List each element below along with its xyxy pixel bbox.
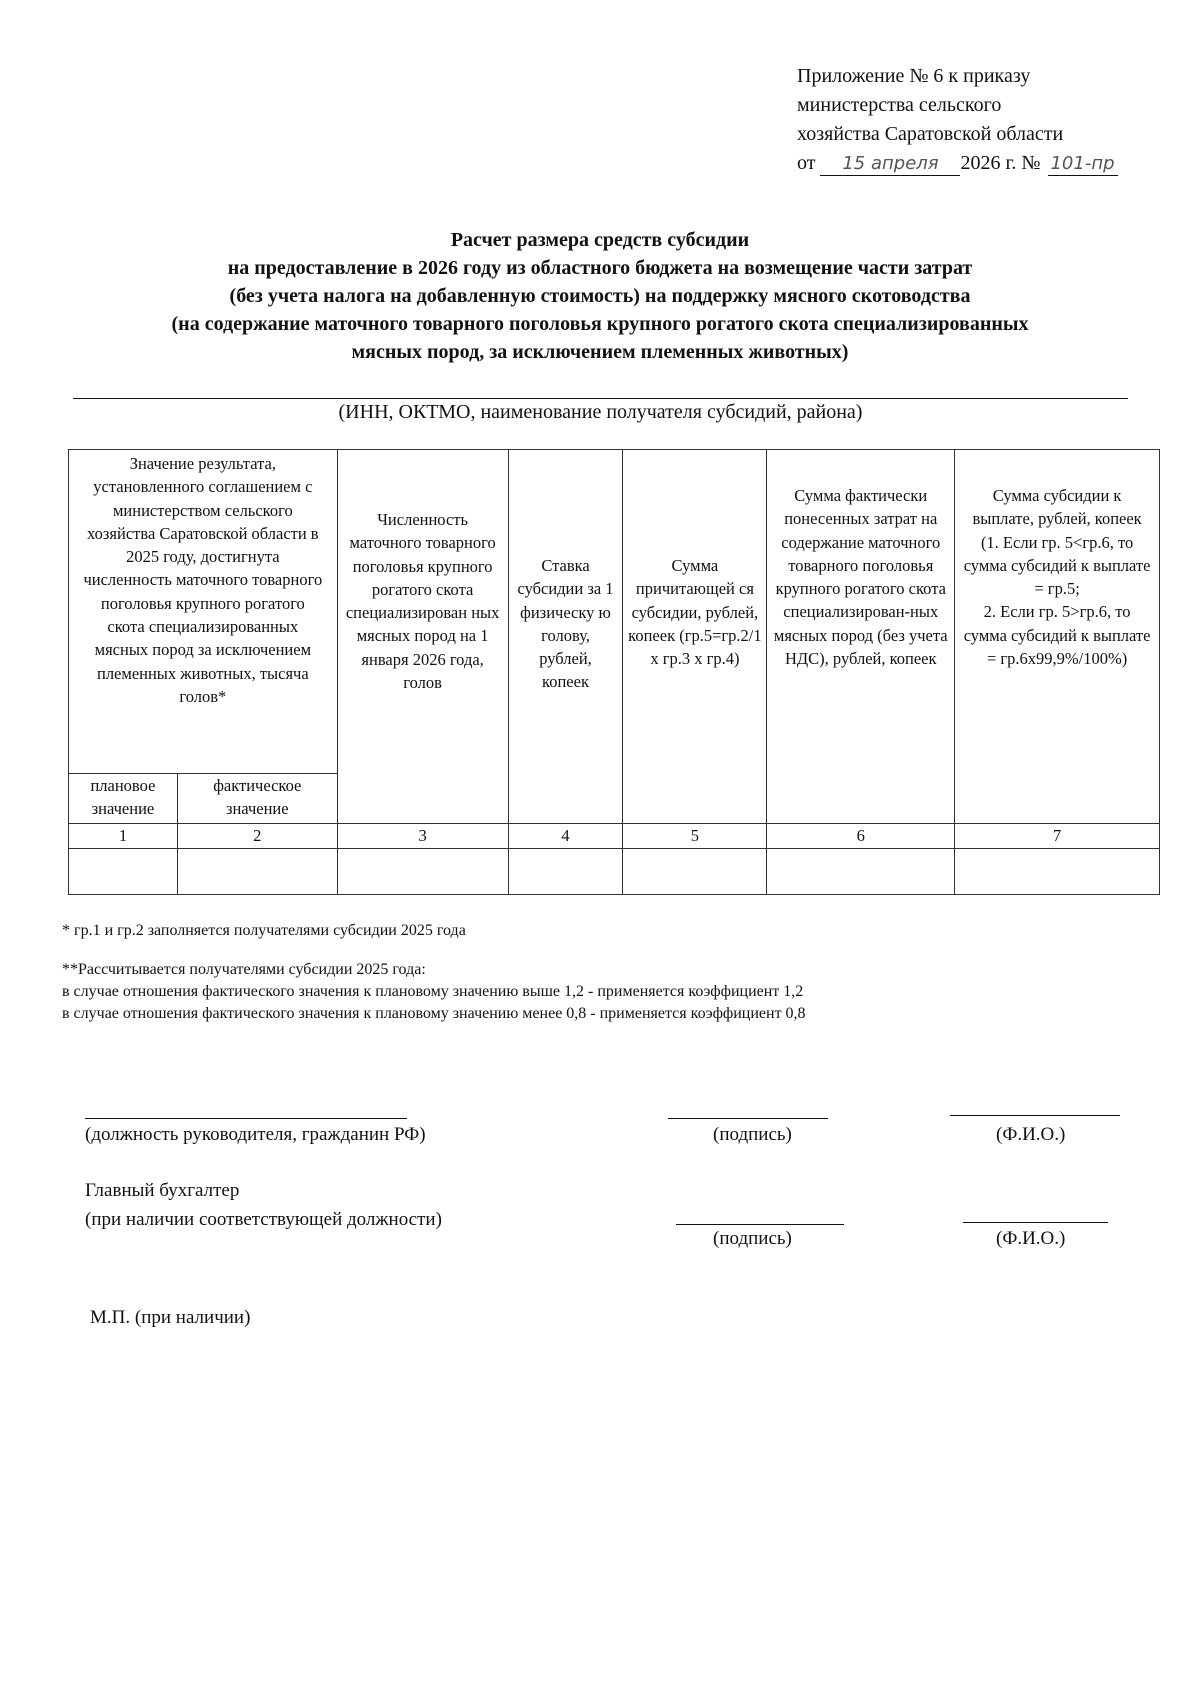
appendix-order-line [797, 149, 1118, 178]
cell-payable[interactable] [955, 849, 1160, 895]
header-actual-costs: Сумма фактически понесенных затрат на содержание маточного товарного поголовья крупного рогатого скота специализирован-ных мясных пород (без учета НДС), рублей, копеек [767, 450, 955, 824]
column-number: 2 [177, 824, 337, 849]
footnote-2-title: **Рассчитывается получателями субсидии 2025 года: [62, 961, 426, 978]
footnote-2-line: в случае отношения фактического значения к плановому значению менее 0,8 - применяется коэффициент 0,8 [62, 1005, 806, 1022]
head-position-line[interactable] [85, 1118, 407, 1119]
accountant-fio-line[interactable] [963, 1222, 1108, 1223]
document-title [60, 226, 1140, 366]
accountant-note: (при наличии соответствующей должности) [85, 1209, 442, 1230]
cell-livestock[interactable] [337, 849, 508, 895]
cell-actual[interactable] [177, 849, 337, 895]
column-number: 3 [337, 824, 508, 849]
cell-rate[interactable] [508, 849, 623, 895]
header-actual-value: фактическое значение [177, 774, 337, 824]
header-subsidy-payable-rule2: 2. Если гр. 5>гр.6, то сумма субсидий к выплате = гр.6х99,9%/100%) [963, 602, 1151, 669]
header-subsidy-rate: Ставка субсидии за 1 физическу ю голову, рублей, копеек [508, 450, 623, 824]
footnote-1: * гр.1 и гр.2 заполняется получателями субсидии 2025 года [62, 922, 466, 939]
column-number: 7 [955, 824, 1160, 849]
accountant-signature-caption: (подпись) [713, 1228, 792, 1249]
handwritten-order-number: 101-пр [1048, 153, 1118, 176]
footnote-2 [62, 959, 806, 1025]
title-line: мясных пород, за исключением племенных животных) [351, 341, 849, 363]
stamp-placeholder: М.П. (при наличии) [90, 1307, 251, 1328]
accountant-fio-caption: (Ф.И.О.) [996, 1228, 1066, 1249]
handwritten-date: 15 апреля [820, 153, 960, 176]
order-year: 2026 г. № [960, 152, 1041, 174]
column-number: 1 [69, 824, 178, 849]
recipient-field-line [73, 398, 1128, 399]
head-position-caption: (должность руководителя, гражданин РФ) [85, 1124, 426, 1145]
head-fio-line[interactable] [950, 1115, 1120, 1116]
header-subsidy-payable [955, 450, 1160, 824]
head-signature-line[interactable] [668, 1118, 828, 1119]
footnote-2-line: в случае отношения фактического значения к плановому значению выше 1,2 - применяется коэффициент 1,2 [62, 983, 804, 1000]
accountant-title: Главный бухгалтер [85, 1180, 240, 1201]
header-subsidy-due: Сумма причитающей ся субсидии, рублей, копеек (гр.5=гр.2/1 х гр.3 х гр.4) [623, 450, 767, 824]
appendix-header [797, 62, 1118, 178]
head-signature-caption: (подпись) [713, 1124, 792, 1145]
head-fio-caption: (Ф.И.О.) [996, 1124, 1066, 1145]
title-line: на предоставление в 2026 году из областного бюджета на возмещение части затрат [227, 257, 973, 279]
accountant-signature-line[interactable] [676, 1224, 844, 1225]
column-number: 4 [508, 824, 623, 849]
header-subsidy-payable-rule1: (1. Если гр. 5<гр.6, то сумма субсидий к выплате = гр.5; [963, 532, 1151, 599]
cell-due[interactable] [623, 849, 767, 895]
title-line: Расчет размера средств субсидии [450, 229, 750, 251]
table-row [69, 849, 1160, 895]
calculation-table [68, 449, 1160, 895]
cell-costs[interactable] [767, 849, 955, 895]
column-number: 5 [623, 824, 767, 849]
column-number: 6 [767, 824, 955, 849]
appendix-line: Приложение № 6 к приказу [797, 65, 1031, 87]
accountant-block [85, 1176, 442, 1234]
title-line: (на содержание маточного товарного поголовья крупного рогатого скота специализированных [171, 313, 1029, 335]
header-subsidy-payable-title: Сумма субсидии к выплате, рублей, копеек [972, 486, 1142, 529]
recipient-caption: (ИНН, ОКТМО, наименование получателя субсидий, района) [338, 401, 863, 423]
header-planned-value: плановое значение [69, 774, 178, 824]
title-line: (без учета налога на добавленную стоимость) на поддержку мясного скотоводства [229, 285, 971, 307]
date-prefix: от [797, 152, 816, 174]
header-result-value: Значение результата, установленного соглашением с министерством сельского хозяйства Саратовской области в 2025 году, достигнута численность маточного товарного поголовья крупного рогатого скота специализированных мясных пород за исключением племенных животных, тысяча голов* [69, 450, 338, 774]
appendix-line: министерства сельского [797, 94, 1002, 116]
cell-planned[interactable] [69, 849, 178, 895]
appendix-line: хозяйства Саратовской области [797, 123, 1064, 145]
header-livestock-count: Численность маточного товарного поголовья крупного рогатого скота специализирован ных мясных пород на 1 января 2026 года, голов [337, 450, 508, 824]
